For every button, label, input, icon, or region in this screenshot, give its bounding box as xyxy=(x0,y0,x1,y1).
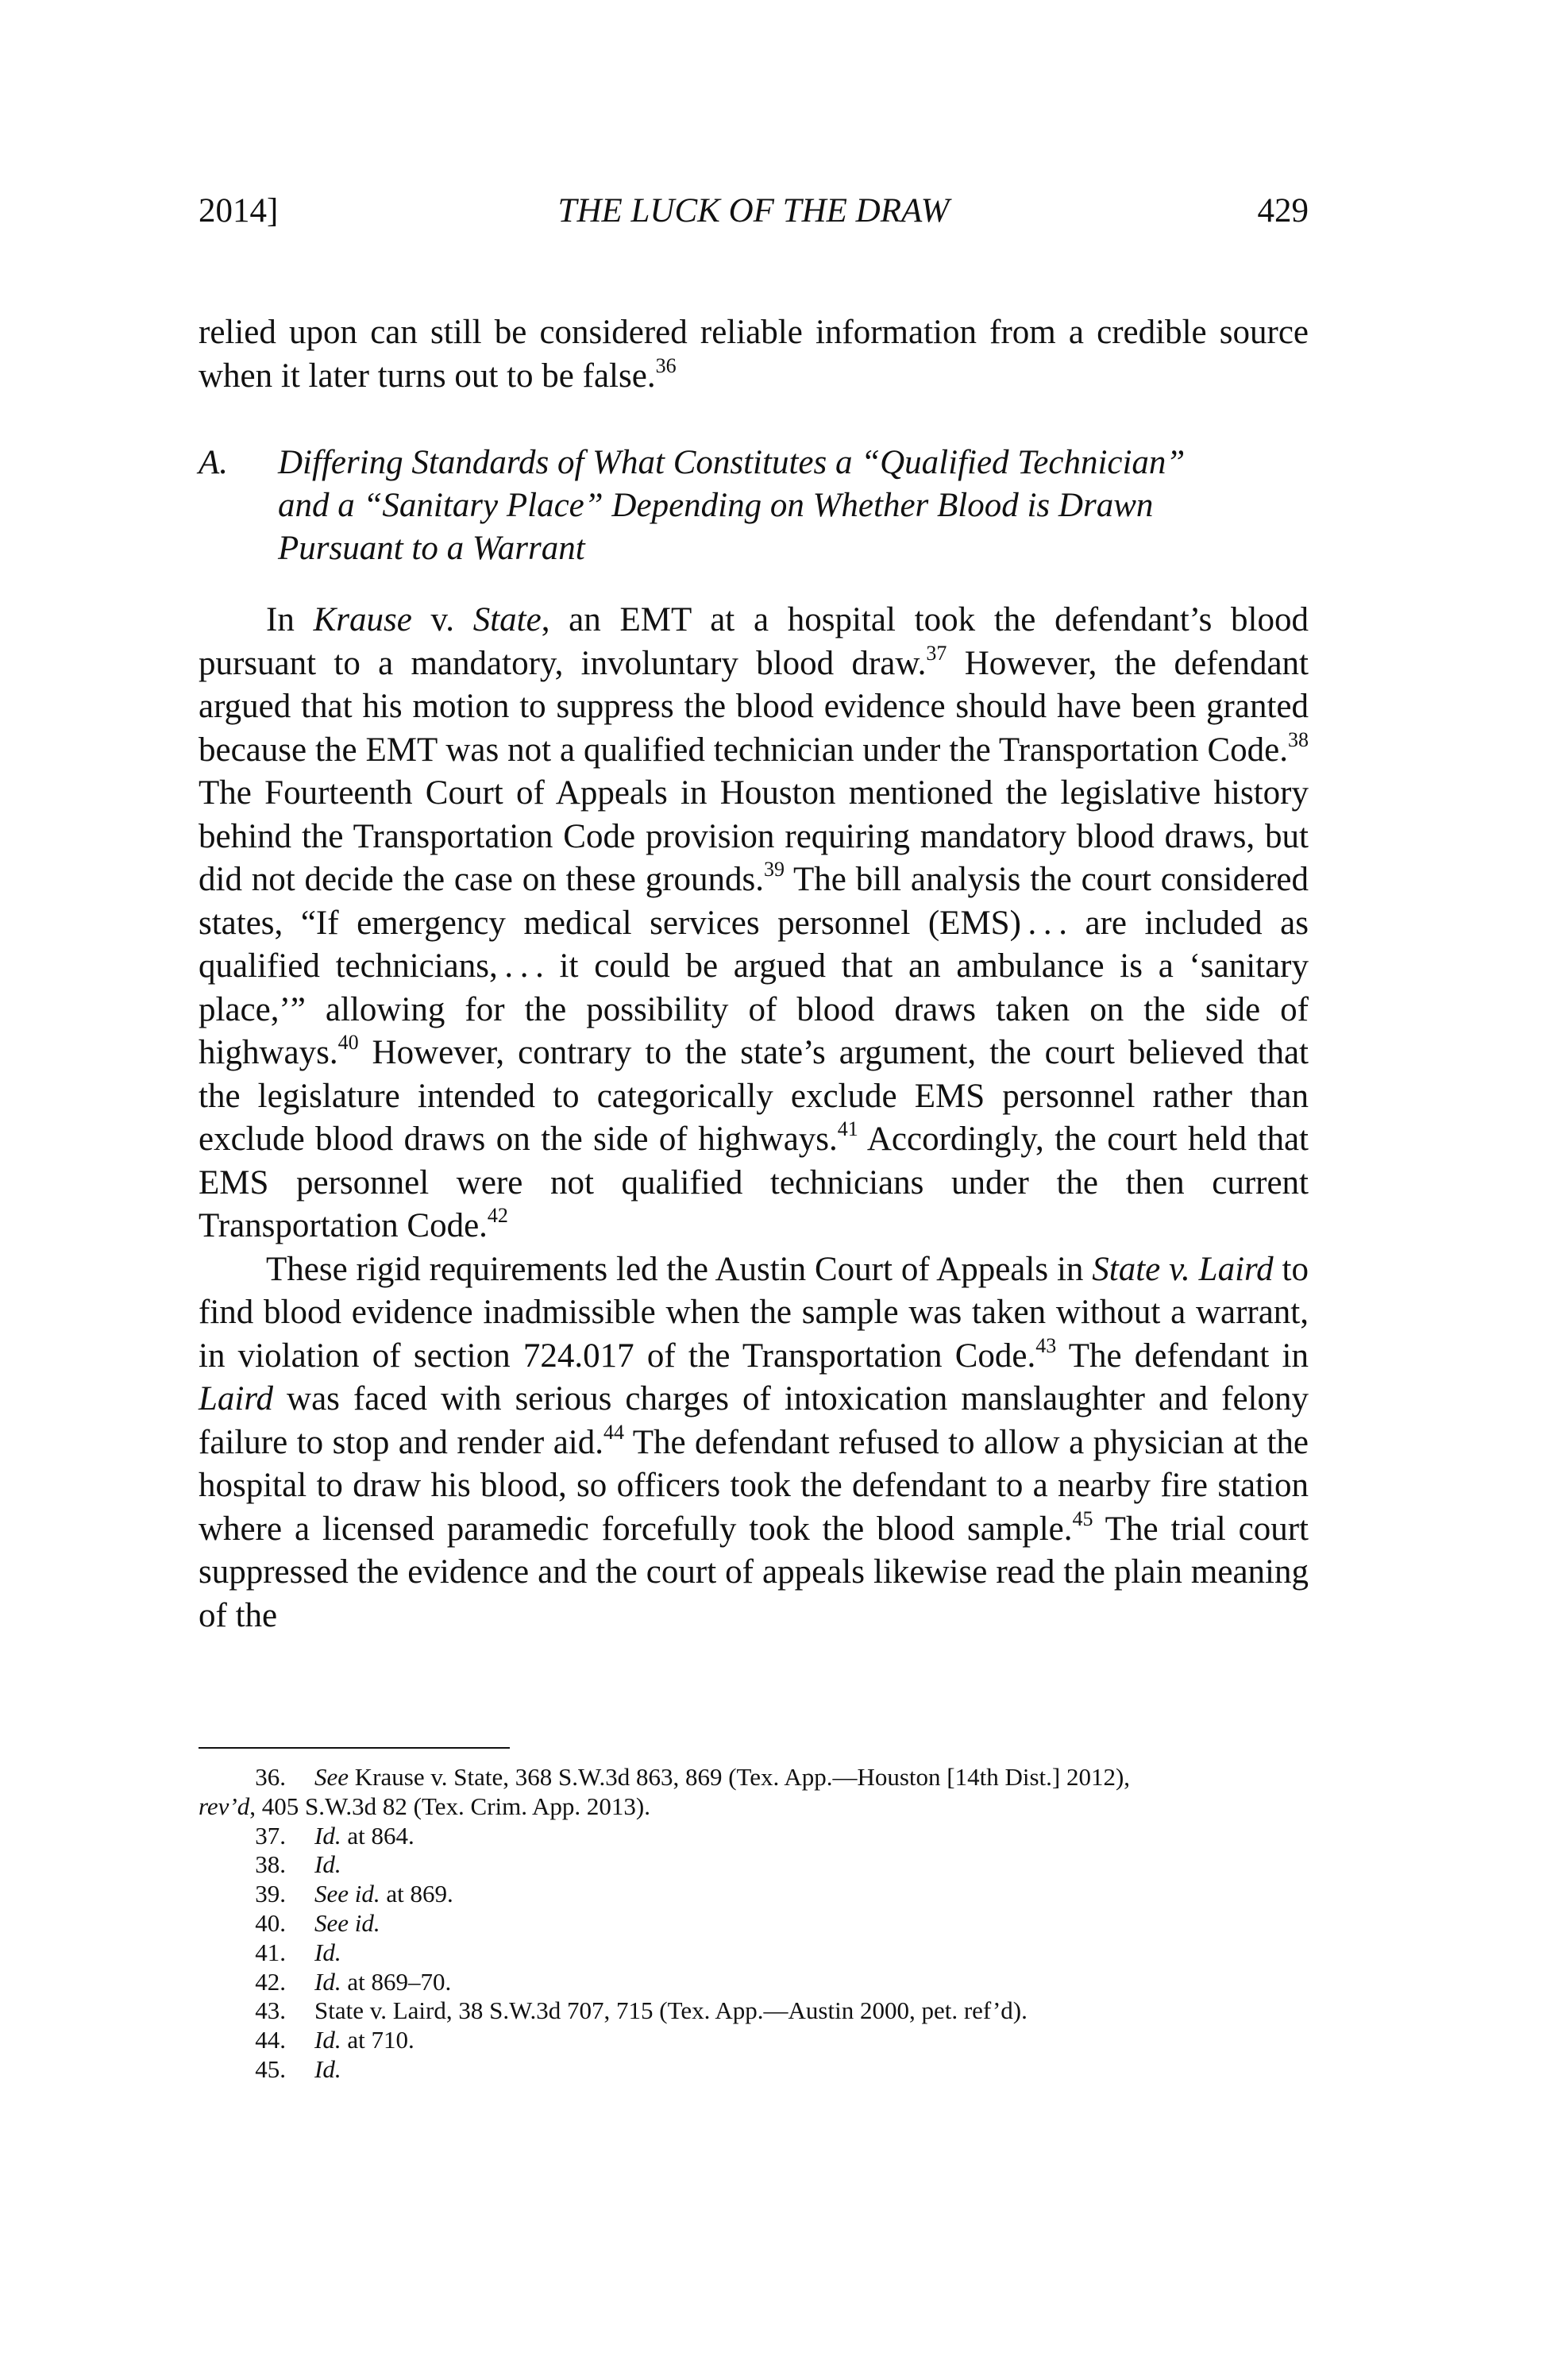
intro-paragraph xyxy=(199,311,1309,398)
footnote-42 xyxy=(199,1968,1309,1997)
intro-text: relied upon can still be considered reliable information from a credible source when it later turns out to be false. xyxy=(199,314,1309,395)
text-run: to find blood evidence inadmissible when the sample was taken without a warrant, in violation of section 724.017 of the Transportation Code. xyxy=(199,1250,1309,1375)
footnote-ref-44[interactable]: 44 xyxy=(603,1420,624,1444)
footnote-ref-36[interactable]: 36 xyxy=(655,353,677,377)
footnote-number: 36. xyxy=(255,1763,286,1791)
footnote-41 xyxy=(199,1938,1309,1968)
text-run: Accordingly, the court held that EMS personnel were not qualified technicians under the then current Transportation Code. xyxy=(199,1121,1309,1244)
footnote-text xyxy=(314,1822,1309,1851)
footnote-text xyxy=(314,1763,1309,1792)
section-heading xyxy=(199,442,1309,570)
footnote-ref-45[interactable]: 45 xyxy=(1072,1506,1093,1530)
footnote-ref-41[interactable]: 41 xyxy=(837,1117,858,1140)
paragraph-laird xyxy=(199,1248,1309,1638)
footnote-ref-42[interactable]: 42 xyxy=(487,1204,508,1227)
footnote-number: 41. xyxy=(255,1938,286,1966)
paragraph-krause xyxy=(199,599,1309,1248)
citation-signal: See xyxy=(314,1763,349,1791)
footnote-text xyxy=(314,2026,1309,2055)
footnote-ref-38[interactable]: 38 xyxy=(1288,727,1309,751)
running-header xyxy=(199,191,1309,239)
footnote-text xyxy=(314,1880,1309,1909)
text-run: v. xyxy=(411,601,473,638)
footnote-number: 44. xyxy=(255,2026,286,2054)
text-run: However, the defendant argued that his motion to suppress the blood evidence should have been granted because the EMT was not a qualified technician under the Transportation Code. xyxy=(199,644,1309,769)
citation-signal: See id. xyxy=(314,1908,380,1937)
citation-signal: Id. xyxy=(314,1850,341,1879)
text-run: The Fourteenth Court of Appeals in Houston mentioned the legislative history behind the Transportation Code provision requiring mandatory blood draws, but did not decide the case on these grounds. xyxy=(199,774,1309,898)
footnote-text xyxy=(314,1938,1309,1968)
footnote-43 xyxy=(199,1996,1309,2026)
text-run: These rigid requirements led the Austin Court of Appeals in xyxy=(266,1250,1093,1288)
footnote-text xyxy=(314,1968,1309,1997)
footnote-number: 40. xyxy=(255,1908,286,1937)
text-run: , 405 S.W.3d 82 (Tex. Crim. App. 2013). xyxy=(249,1792,650,1820)
text-run: The defendant in xyxy=(1056,1337,1309,1375)
footnote-45 xyxy=(199,2055,1309,2085)
text-run: , an EMT at a hospital took the defendant’s blood pursuant to a mandatory, involuntary blood draw. xyxy=(199,601,1309,682)
footnote-number: 37. xyxy=(255,1821,286,1850)
case-name: Laird xyxy=(199,1380,273,1418)
footnote-number: 42. xyxy=(255,1967,286,1996)
footnote-text xyxy=(314,2055,1309,2085)
text-run: at 869. xyxy=(380,1880,453,1908)
footnote-38 xyxy=(199,1850,1309,1880)
footnote-ref-43[interactable]: 43 xyxy=(1035,1333,1057,1357)
section-title xyxy=(278,442,1309,570)
text-run: The bill analysis the court considered states, “If emergency medical services personnel (EMS) . . . are included as qualified technicians, . . . it could be argued that an ambulance is a ‘sanitary place,’” allowing for the possibility of blood draws taken on the side of highways. xyxy=(199,861,1309,1071)
footnote-39 xyxy=(199,1880,1309,1909)
text-run: at 864. xyxy=(341,1821,414,1850)
citation-signal: Id. xyxy=(314,2026,341,2054)
citation-signal: Id. xyxy=(314,1938,341,1966)
footnote-ref-37[interactable]: 37 xyxy=(926,641,947,665)
citation-signal: Id. xyxy=(314,1967,341,1996)
text-run: In xyxy=(266,601,314,638)
footnote-number: 45. xyxy=(255,2054,286,2083)
text-run: However, contrary to the state’s argument, the court believed that the legislature intended to categorically exclude EMS personnel rather than exclude blood draws on the side of highways. xyxy=(199,1034,1309,1158)
main-text xyxy=(199,599,1309,1637)
text-run: was faced with serious charges of intoxication manslaughter and felony failure to stop and render aid. xyxy=(199,1380,1309,1461)
case-name: State xyxy=(472,601,542,638)
footnote-44 xyxy=(199,2026,1309,2055)
section-title-line: and a “Sanitary Place” Depending on Whether Blood is Drawn xyxy=(278,487,1154,524)
footnote-36-continued xyxy=(199,1792,1309,1822)
header-title: THE LUCK OF THE DRAW xyxy=(557,192,950,230)
footnote-text xyxy=(314,1850,1309,1880)
text-run: The defendant refused to allow a physician at the hospital to draw his blood, so officers took the defendant to a nearby fire station where a licensed paramedic forcefully took the blood sample. xyxy=(199,1423,1309,1548)
section-title-line: Differing Standards of What Constitutes a “Qualified Technician” xyxy=(278,444,1186,481)
citation-signal: Id. xyxy=(314,2054,341,2083)
text-run: at 869–70. xyxy=(341,1967,452,1996)
footnote-number: 39. xyxy=(255,1880,286,1908)
footnote-ref-39[interactable]: 39 xyxy=(764,858,785,881)
footnote-40 xyxy=(199,1909,1309,1938)
header-year: 2014] xyxy=(199,192,279,230)
section-title-line: Pursuant to a Warrant xyxy=(278,530,585,567)
citation-signal: See id. xyxy=(314,1880,380,1908)
footnote-37 xyxy=(199,1822,1309,1851)
page-number: 429 xyxy=(1257,192,1309,230)
footnotes xyxy=(199,1763,1309,2085)
text-run: The trial court suppressed the evidence and the court of appeals likewise read the plain meaning of the xyxy=(199,1510,1309,1634)
footnote-text xyxy=(314,1909,1309,1938)
case-name: State v. Laird xyxy=(1092,1250,1274,1288)
section-letter: A. xyxy=(199,444,229,481)
footnote-36 xyxy=(199,1763,1309,1792)
footnote-ref-40[interactable]: 40 xyxy=(337,1031,359,1054)
footnote-text: State v. Laird, 38 S.W.3d 707, 715 (Tex. App.—Austin 2000, pet. ref’d). xyxy=(314,1996,1028,2025)
text-run: Krause v. State, 368 S.W.3d 863, 869 (Tex. App.—Houston [14th Dist.] 2012), xyxy=(349,1763,1131,1791)
footnote-divider xyxy=(199,1747,510,1749)
footnote-number: 38. xyxy=(255,1850,286,1879)
case-name: Krause xyxy=(313,601,412,638)
citation-signal: rev’d xyxy=(199,1792,250,1820)
text-run: at 710. xyxy=(341,2026,414,2054)
footnote-number: 43. xyxy=(255,1996,286,2025)
citation-signal: Id. xyxy=(314,1821,341,1850)
